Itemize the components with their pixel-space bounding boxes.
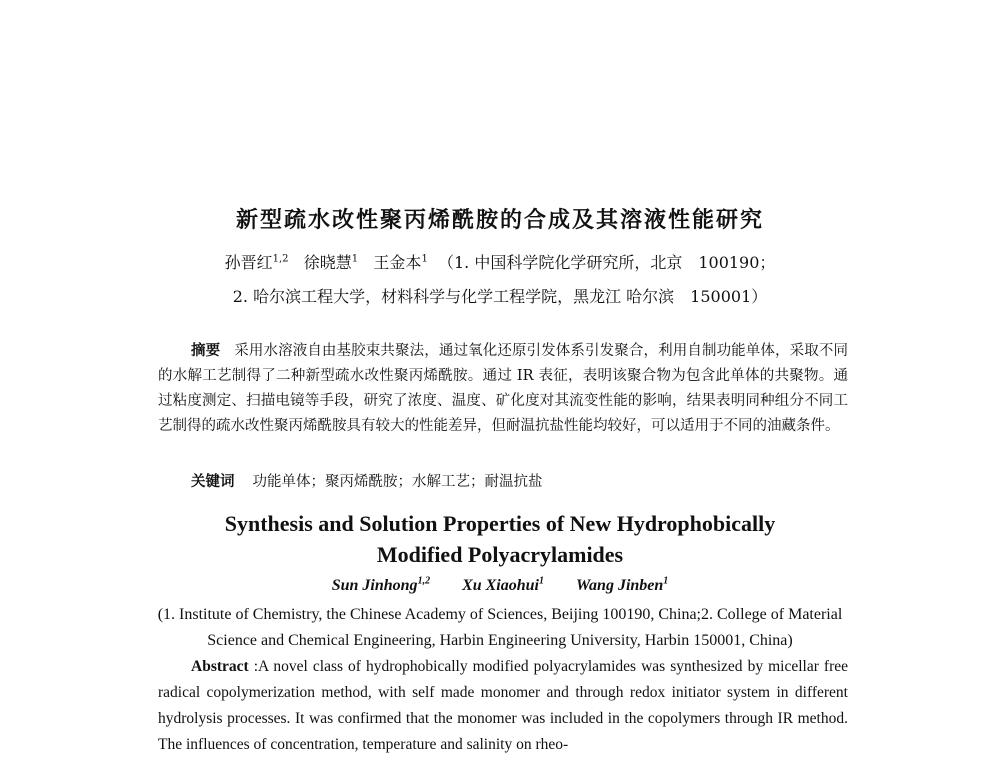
chinese-author-name: 孙晋红 bbox=[224, 253, 273, 272]
english-author bbox=[462, 577, 544, 594]
english-authors-line bbox=[0, 577, 1000, 595]
chinese-abstract-text: 采用水溶液自由基胶束共聚法，通过氧化还原引发体系引发聚合，利用自制功能单体，采取不同的水解工艺制得了二种新型疏水改性聚丙烯酰胺。通过 IR 表征，表明该聚合物为包含此单体的共聚物。通过粘度测定、扫描电镜等手段，研究了浓度、温度、矿化度对其流变性能的影响，结果表明同种组分不同工艺制得的疏水改性聚丙烯酰胺具有较大的性能差异，但耐温抗盐性能均较好，可以适用于不同的油藏条件。 bbox=[158, 343, 848, 434]
english-affiliation-line-2: Science and Chemical Engineering, Harbin Engineering University, Harbin 150001, China) bbox=[207, 632, 793, 649]
author-superscript: 1,2 bbox=[417, 575, 431, 587]
author-superscript: 1 bbox=[421, 253, 428, 265]
english-abstract-label: Abstract bbox=[191, 658, 249, 675]
chinese-author-name: 徐晓慧 bbox=[303, 253, 352, 272]
english-author-name: Wang Jinben bbox=[576, 577, 664, 594]
chinese-abstract-label: 摘要 bbox=[191, 343, 221, 359]
chinese-author-name: 王金本 bbox=[373, 253, 422, 272]
english-title-line-2: Modified Polyacrylamides bbox=[376, 542, 624, 567]
author-superscript: 1 bbox=[351, 253, 359, 265]
chinese-affiliation-line-1: （1. 中国科学院化学研究所，北京 100190； bbox=[437, 253, 776, 272]
author-superscript: 1,2 bbox=[272, 253, 289, 265]
english-affiliation-line-1: (1. Institute of Chemistry, the Chinese Academy of Sciences, Beijing 100190, China;2. College of Material bbox=[157, 606, 843, 623]
english-author bbox=[576, 577, 668, 594]
english-abstract bbox=[158, 654, 848, 758]
english-author-name: Xu Xiaohui bbox=[462, 577, 539, 594]
author-superscript: 1 bbox=[539, 575, 544, 587]
english-title bbox=[0, 508, 1000, 570]
chinese-keywords-text: 功能单体；聚丙烯酰胺；水解工艺；耐温抗盐 bbox=[252, 474, 543, 490]
chinese-title: 新型疏水改性聚丙烯酰胺的合成及其溶液性能研究 bbox=[235, 208, 764, 233]
english-abstract-text: :A novel class of hydrophobically modified polyacrylamides was synthesized by micellar free radical copolymerization method, with self made monomer and through redox initiator system in different hydrolysis processes. It was confirmed that the monomer was included in the copolymers through IR method. The influences of concentration, temperature and salinity on rheo- bbox=[158, 658, 849, 753]
chinese-keywords-label: 关键词 bbox=[191, 474, 235, 490]
english-author-name: Sun Jinhong bbox=[331, 577, 418, 594]
author-superscript: 1 bbox=[663, 575, 669, 587]
english-author bbox=[332, 577, 430, 594]
chinese-affiliation-line-2: 2. 哈尔滨工程大学，材料科学与化学工程学院，黑龙江 哈尔滨 150001） bbox=[232, 287, 768, 306]
english-affiliation bbox=[0, 602, 1000, 654]
english-title-line-1: Synthesis and Solution Properties of New Hydrophobically bbox=[224, 511, 776, 536]
chinese-keywords bbox=[191, 470, 543, 491]
chinese-authors-line bbox=[0, 250, 1000, 273]
chinese-abstract bbox=[158, 339, 848, 439]
